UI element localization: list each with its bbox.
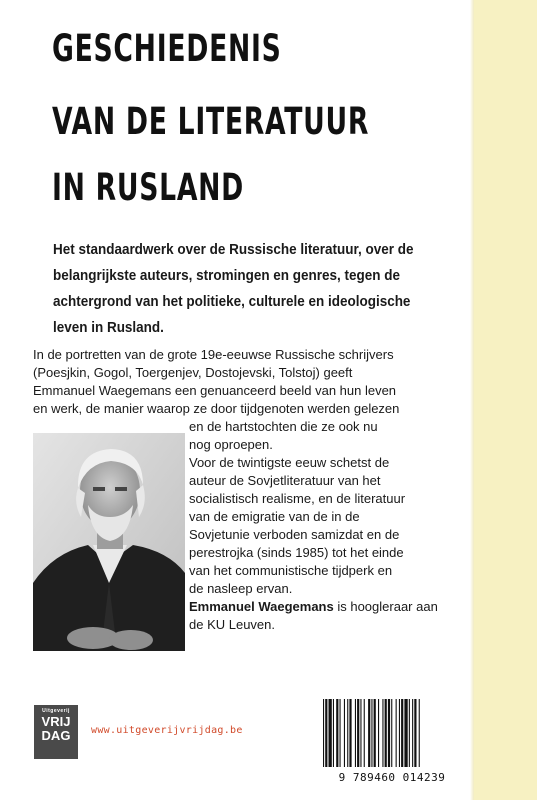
spine-edge [474, 0, 537, 800]
author-photo [33, 433, 185, 651]
author-bio-line-2: de KU Leuven. [189, 617, 276, 632]
barcode-bar [374, 699, 376, 767]
barcode-bar [360, 699, 361, 767]
barcode-bar [347, 699, 348, 767]
publisher-logo-line-1: VRIJ [41, 714, 71, 729]
publisher-url[interactable]: www.uitgeverijvrijdag.be [91, 725, 243, 736]
barcode-bar [371, 699, 372, 767]
body-line: en werk, de manier waarop ze door tijdgenoten werden gelezen [33, 401, 400, 416]
barcode-bar [364, 699, 365, 767]
publisher-logo-top: Uitgeverij [42, 708, 70, 714]
body-paragraph-top [33, 346, 399, 418]
barcode-bar [399, 699, 400, 767]
barcode-bar [391, 699, 392, 767]
barcode-bar [325, 699, 327, 767]
barcode-bar [333, 699, 334, 767]
body-line: auteur de Sovjetliteratuur van het [189, 473, 381, 488]
title-line-2: VAN DE LITERATUUR [52, 100, 370, 143]
barcode-bar [419, 699, 420, 767]
barcode-bar [388, 699, 390, 767]
body-line: Sovjetunie verboden samizdat en de [189, 527, 400, 542]
barcode-bar [378, 699, 379, 767]
author-name: Emmanuel Waegemans [189, 599, 334, 614]
intro-line: belangrijkste auteurs, stromingen en genres, tegen de [53, 268, 400, 284]
isbn-number: 9 789460 014239 [338, 771, 446, 784]
barcode-bar [357, 699, 359, 767]
author-bio-text: is hoogleraar aan [333, 599, 438, 614]
body-line: perestrojka (sinds 1985) tot het einde [189, 545, 404, 560]
body-line: de nasleep ervan. [189, 581, 293, 596]
body-line: en de hartstochten die ze ook nu [189, 419, 378, 434]
title-line-3: IN RUSLAND [52, 166, 245, 209]
barcode-bar [349, 699, 351, 767]
author-bio [189, 598, 438, 634]
body-line: In de portretten van de grote 19e-eeuwse Russische schrijvers [33, 347, 394, 362]
barcode-bar [329, 699, 332, 767]
body-line: socialistisch realisme, en de literatuur [189, 491, 406, 506]
barcode-bar [409, 699, 410, 767]
intro-line: achtergrond van het politieke, culturele en ideologische [53, 294, 411, 310]
barcode-bar [340, 699, 341, 767]
body-line: nog oproepen. [189, 437, 273, 452]
body-paragraph-right [189, 418, 405, 598]
intro-line: Het standaardwerk over de Russische literatuur, over de [53, 242, 414, 258]
barcode-bar [412, 699, 413, 767]
barcode-bar [401, 699, 403, 767]
body-line: (Poesjkin, Gogol, Toergenjev, Dostojevski, Tolstoj) geeft [33, 365, 353, 380]
barcode-bar [344, 699, 345, 767]
intro-line: leven in Rusland. [53, 320, 164, 336]
barcode-bar [336, 699, 338, 767]
publisher-logo [34, 705, 78, 759]
barcode-bar [414, 699, 416, 767]
publisher-logo-line-2: DAG [41, 728, 71, 743]
barcode-bar [368, 699, 370, 767]
barcode-bar [396, 699, 397, 767]
author-bio-line-1 [189, 598, 438, 616]
barcode [317, 695, 467, 795]
barcode-bars [317, 695, 467, 769]
barcode-bar [355, 699, 356, 767]
body-line: Emmanuel Waegemans een genuanceerd beeld van hun leven [33, 383, 397, 398]
title-line-1: GESCHIEDENIS [52, 27, 282, 70]
barcode-bar [382, 699, 383, 767]
body-line: van de emigratie van de in de [189, 509, 360, 524]
barcode-bar [385, 699, 387, 767]
barcode-bar [404, 699, 407, 767]
barcode-bar [323, 699, 324, 767]
intro-paragraph [53, 237, 414, 341]
body-line: van het communistische tijdperk en [189, 563, 393, 578]
body-line: Voor de twintigste eeuw schetst de [189, 455, 390, 470]
